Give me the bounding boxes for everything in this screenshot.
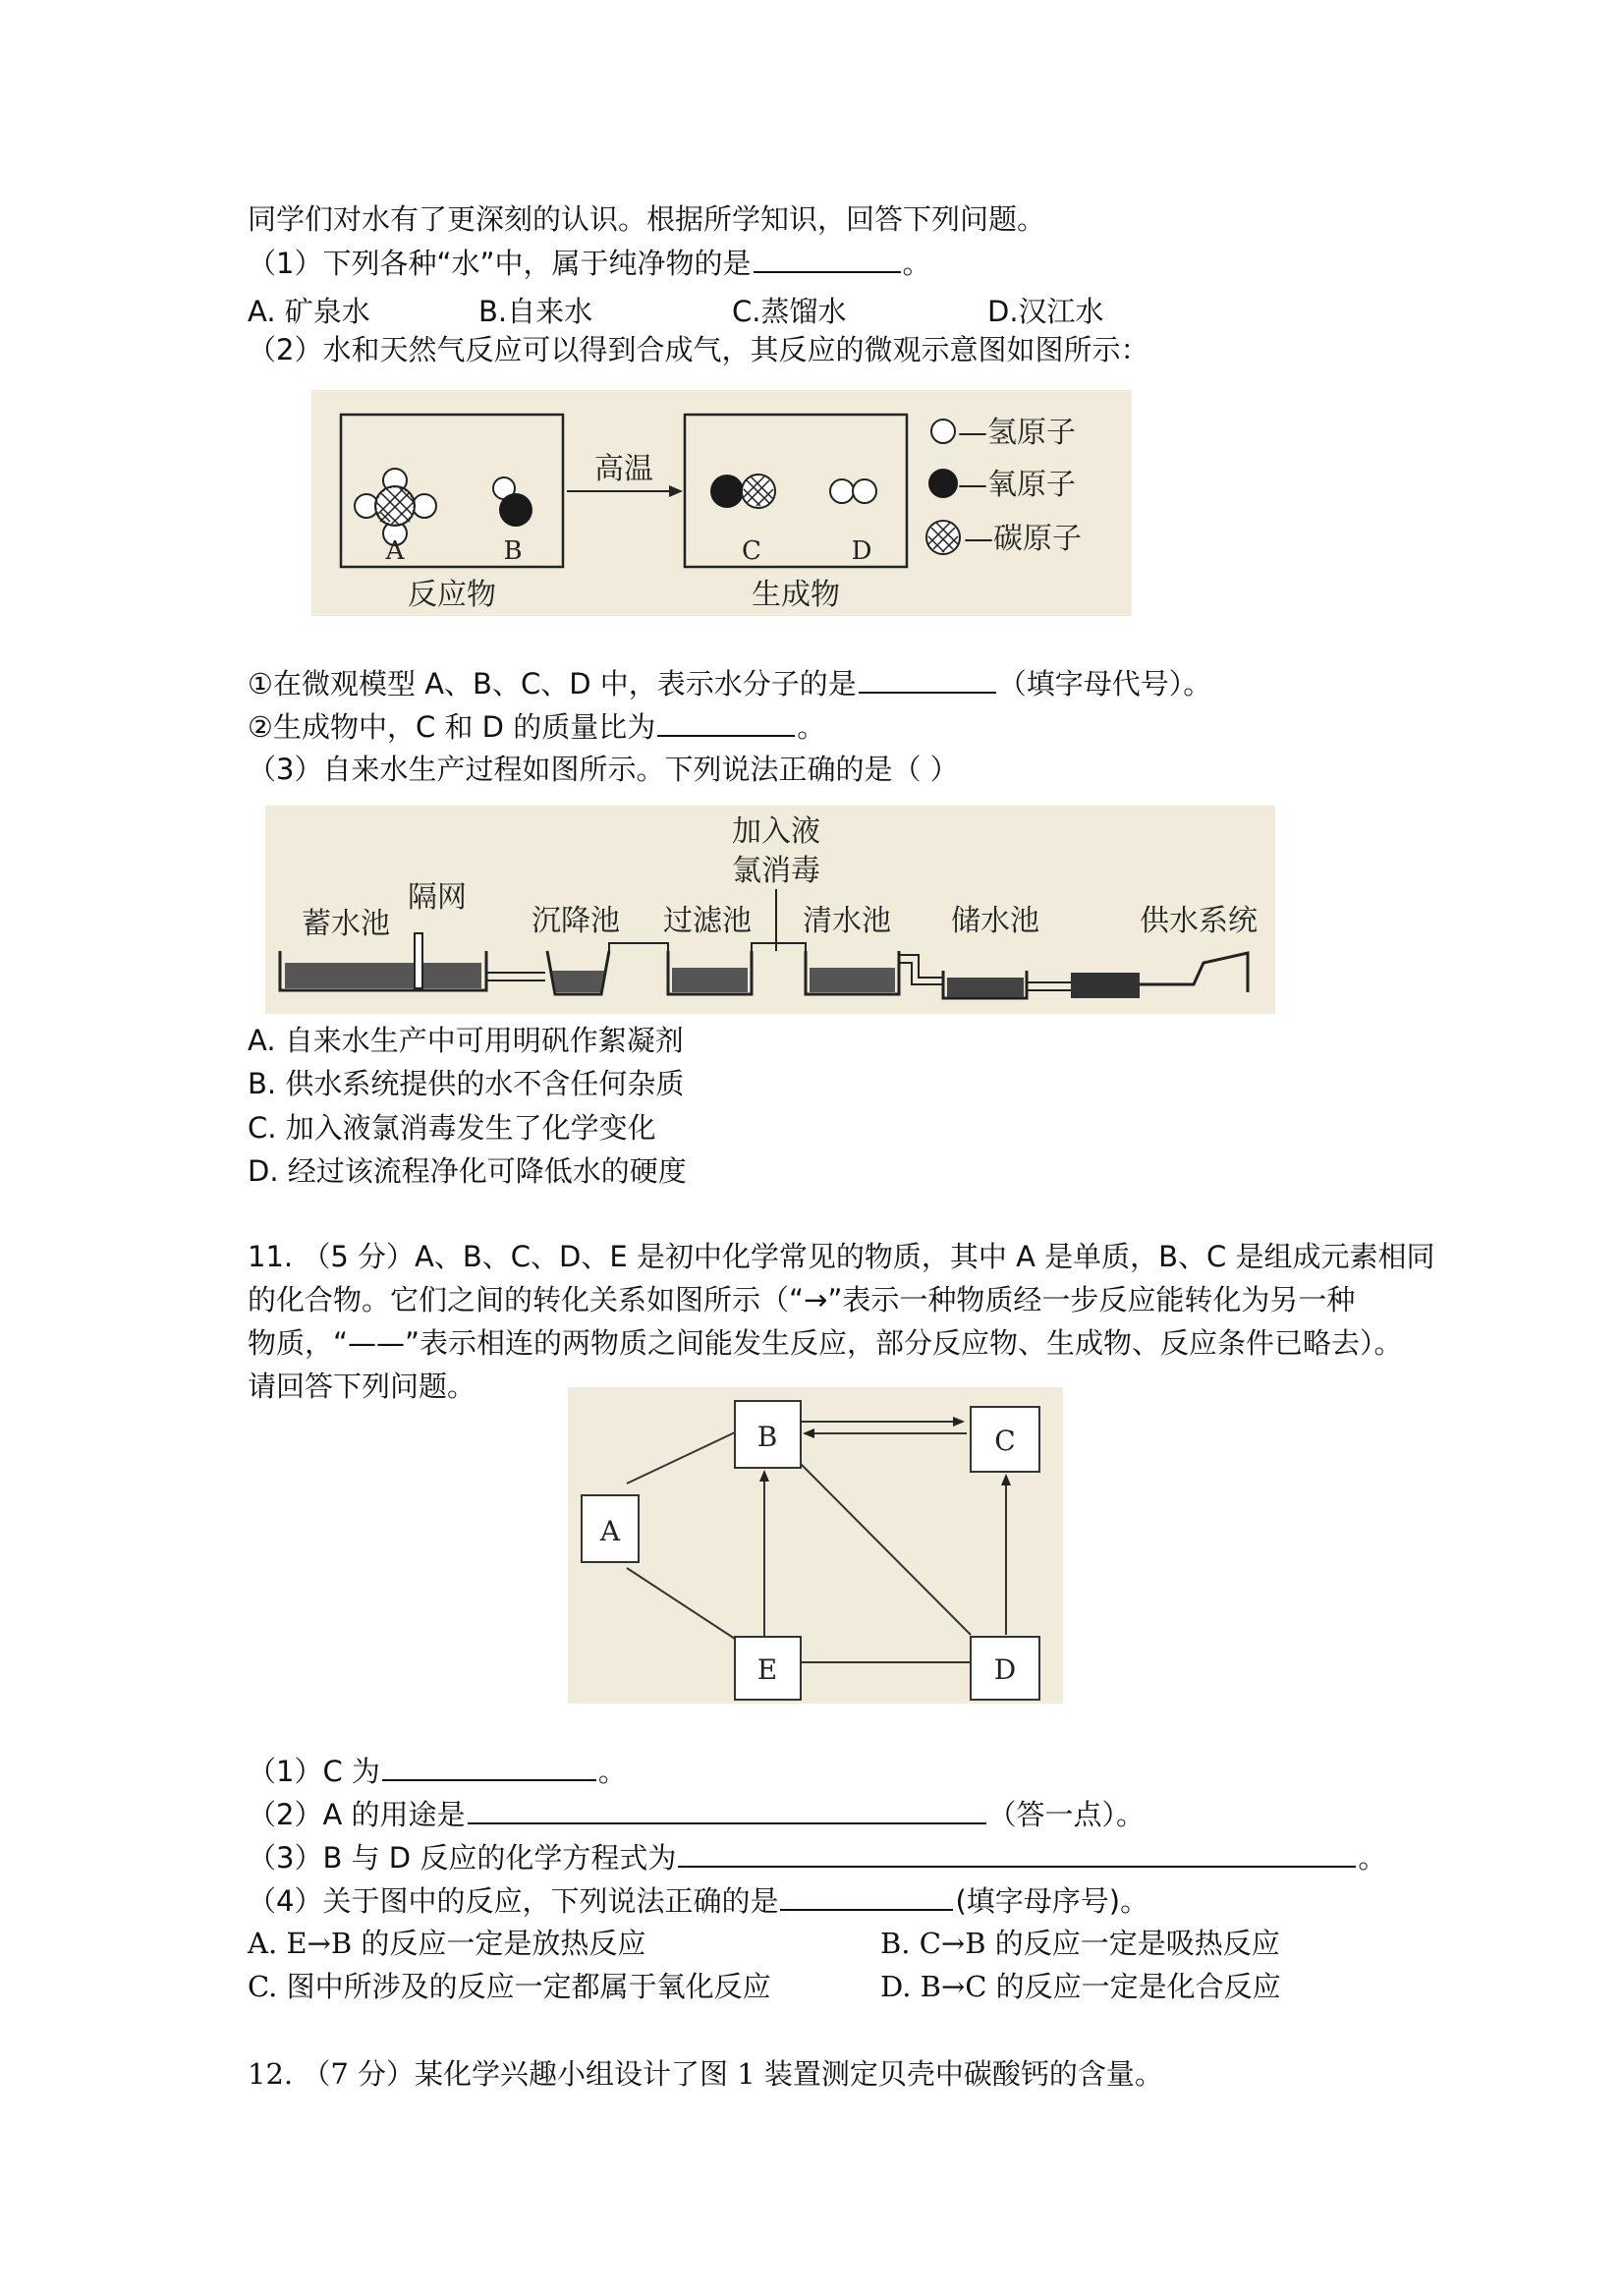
q10-part2-2-text: ②生成物中，C 和 D 的质量比为 — [248, 710, 656, 744]
molecule-d — [830, 479, 876, 503]
svg-text:—碳原子: —碳原子 — [964, 522, 1082, 556]
q11-part4 — [248, 1883, 1148, 1919]
sedimentation-label: 沉降池 — [532, 904, 620, 938]
label-d: D — [851, 536, 872, 566]
clear-water-label: 清水池 — [803, 904, 891, 938]
filter-label: 过滤池 — [663, 904, 752, 938]
node-e — [735, 1637, 801, 1700]
q11-stem-line4: 请回答下列问题。 — [248, 1370, 476, 1403]
filter-tank — [668, 951, 752, 994]
link-b-d — [801, 1464, 971, 1635]
link-a-b — [627, 1432, 735, 1484]
clear-water-tank — [806, 951, 899, 994]
q10-part1-text: （1）下列各种“水”中，属于纯净物的是 — [248, 247, 752, 280]
svg-text:—氧原子: —氧原子 — [958, 468, 1076, 502]
answer-blank[interactable] — [859, 666, 996, 694]
node-c — [971, 1407, 1039, 1472]
q11-part4-end: (填字母序号)。 — [955, 1884, 1149, 1918]
supply-label: 供水系统 — [1140, 904, 1258, 938]
supply-pipe — [1140, 953, 1248, 992]
answer-blank[interactable] — [657, 709, 795, 737]
screen-label: 隔网 — [408, 880, 467, 915]
answer-blank[interactable] — [780, 1883, 953, 1911]
option-c: C. 加入液氯消毒发生了化学变化 — [248, 1111, 656, 1145]
option-c: C.蒸馏水 — [732, 295, 847, 328]
q11-stem-line1: 11. （5 分）A、B、C、D、E 是初中化学常见的物质，其中 A 是单质，B、C 是组成元素相同 — [248, 1240, 1435, 1273]
molecule-b — [493, 477, 532, 527]
svg-text:D: D — [993, 1653, 1017, 1686]
q10-part3: （3）自来水生产过程如图所示。下列说法正确的是（ ） — [248, 753, 959, 786]
q11-part1-text: （1）C 为 — [248, 1755, 380, 1788]
link-a-e — [627, 1568, 735, 1639]
q11-stem-line2: 的化合物。它们之间的转化关系如图所示（“→”表示一种物质经一步反应能转化为另一种 — [248, 1283, 1356, 1316]
chlorine-label-2: 氯消毒 — [732, 854, 820, 888]
svg-text:A: A — [599, 1515, 621, 1547]
label-c: C — [742, 536, 761, 566]
option-d: D. 经过该流程净化可降低水的硬度 — [248, 1154, 687, 1188]
q11-part3-end: 。 — [1358, 1841, 1387, 1875]
q11-part1-end: 。 — [597, 1755, 627, 1788]
reactant-box — [341, 415, 563, 567]
node-a — [582, 1495, 639, 1562]
reservoir-label: 蓄水池 — [302, 907, 390, 941]
answer-blank[interactable] — [468, 1797, 986, 1824]
pipe — [899, 955, 943, 984]
node-b — [735, 1401, 801, 1468]
reactant-caption: 反应物 — [408, 578, 496, 612]
option-d: D.汉江水 — [987, 295, 1104, 328]
q11-stem-line3: 物质，“——”表示相连的两物质之间能发生反应，部分反应物、生成物、反应条件已略去）。 — [248, 1326, 1403, 1360]
q10-part1-end: 。 — [902, 247, 931, 280]
storage-label: 储水池 — [951, 904, 1039, 938]
arrow-condition: 高温 — [594, 452, 653, 486]
svg-text:C: C — [994, 1425, 1016, 1457]
option-d: D. B→C 的反应一定是化合反应 — [880, 1970, 1281, 2003]
q10-part2: （2）水和天然气反应可以得到合成气，其反应的微观示意图如图所示： — [248, 333, 1149, 366]
q11-part2-text: （2）A 的用途是 — [248, 1798, 466, 1831]
storage-tank — [943, 971, 1027, 998]
reservoir-tank — [280, 933, 486, 990]
svg-text:B: B — [756, 1421, 778, 1453]
q11-part4-text: （4）关于图中的反应，下列说法正确的是 — [248, 1884, 779, 1918]
water-treatment-diagram — [265, 806, 1275, 1014]
q10-part2-1-end: （填字母代号）。 — [997, 667, 1212, 700]
pipe — [486, 973, 545, 980]
q10-part2-1 — [248, 666, 1211, 701]
pipe — [609, 943, 668, 953]
option-b: B. C→B 的反应一定是吸热反应 — [880, 1927, 1280, 1960]
answer-blank[interactable] — [754, 246, 901, 273]
option-a: A. 矿泉水 — [248, 295, 370, 328]
q11-part2-end: （答一点）。 — [987, 1798, 1146, 1831]
node-d — [971, 1637, 1039, 1700]
svg-text:E: E — [756, 1653, 778, 1686]
option-a: A. E→B 的反应一定是放热反应 — [248, 1927, 646, 1960]
answer-blank[interactable] — [678, 1840, 1356, 1868]
q10-part1 — [248, 246, 931, 281]
q10-intro: 同学们对水有了更深刻的认识。根据所学知识，回答下列问题。 — [248, 202, 1046, 236]
legend-oxygen — [928, 468, 1076, 502]
option-a: A. 自来水生产中可用明矾作絮凝剂 — [248, 1024, 684, 1057]
legend-carbon — [926, 521, 1082, 556]
reaction-micro-diagram — [311, 390, 1132, 616]
label-b: B — [503, 536, 523, 566]
svg-text:—氢原子: —氢原子 — [958, 416, 1076, 450]
molecule-c — [710, 475, 775, 508]
option-c: C. 图中所涉及的反应一定都属于氧化反应 — [248, 1970, 771, 2003]
product-caption: 生成物 — [752, 578, 840, 612]
q10-part2-2 — [248, 709, 825, 745]
option-b: B.自来水 — [478, 295, 593, 328]
pipe — [752, 943, 806, 953]
q11-part3-text: （3）B 与 D 反应的化学方程式为 — [248, 1841, 677, 1875]
q11-part2 — [248, 1797, 1145, 1832]
pipe — [1027, 982, 1071, 990]
chlorine-label-1: 加入液 — [732, 814, 820, 849]
substance-relation-diagram — [568, 1387, 1063, 1704]
pump-block — [1071, 973, 1140, 998]
q11-part3 — [248, 1840, 1386, 1876]
q10-part2-1-text: ①在微观模型 A、B、C、D 中，表示水分子的是 — [248, 667, 857, 700]
option-b: B. 供水系统提供的水不含任何杂质 — [248, 1067, 685, 1100]
reaction-arrowhead — [669, 485, 683, 497]
q12-stem: 12. （7 分）某化学兴趣小组设计了图 1 装置测定贝壳中碳酸钙的含量。 — [248, 2057, 1163, 2091]
molecule-a — [355, 469, 436, 545]
answer-blank[interactable] — [382, 1754, 596, 1781]
label-a: A — [385, 536, 405, 566]
legend-hydrogen — [931, 416, 1076, 450]
q10-part2-2-end: 。 — [797, 710, 826, 744]
sedimentation-tank — [547, 951, 609, 994]
q11-part1 — [248, 1754, 627, 1789]
